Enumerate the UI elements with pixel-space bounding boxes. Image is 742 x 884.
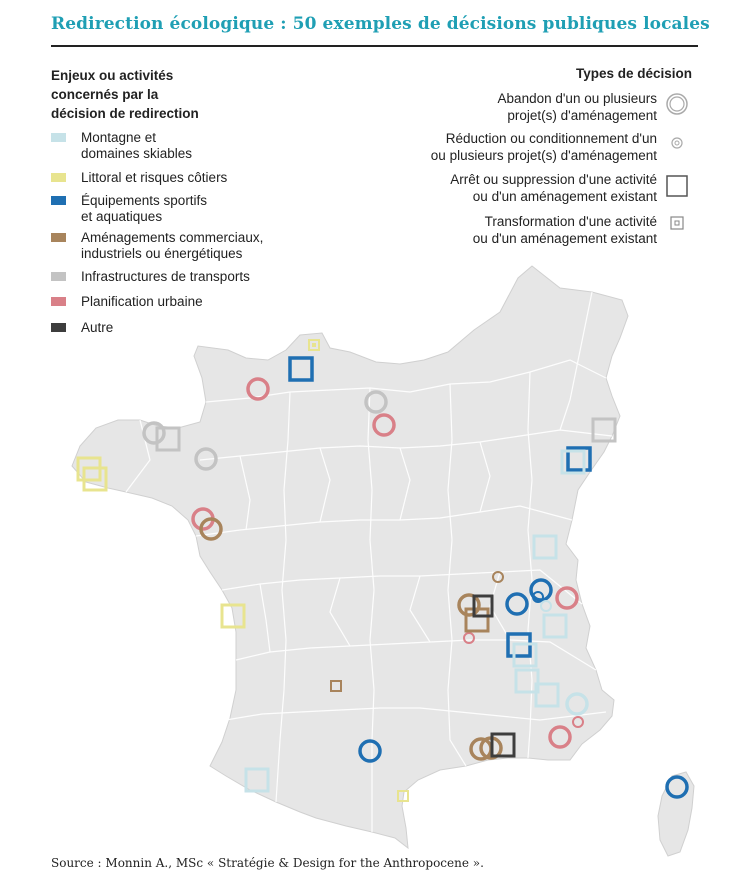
type-label: projet(s) d'aménagement xyxy=(507,108,657,123)
legend-title xyxy=(51,66,271,123)
legend-swatch-transport xyxy=(51,272,66,281)
type-label: ou d'un aménagement existant xyxy=(472,189,657,204)
legend-swatch-sports xyxy=(51,196,66,205)
type-item-transformation xyxy=(473,213,657,247)
type-item-abandon xyxy=(498,90,657,124)
small-square-icon xyxy=(670,216,686,232)
large-square-icon xyxy=(665,174,691,200)
legend-label: et aquatiques xyxy=(81,209,163,224)
small-ring-icon xyxy=(670,136,686,152)
legend-label: Planification urbaine xyxy=(81,294,203,309)
legend-label: Infrastructures de transports xyxy=(81,269,250,284)
legend-title-line: décision de redirection xyxy=(51,106,199,121)
type-label: ou d'un aménagement existant xyxy=(472,231,657,246)
types-title: Types de décision xyxy=(575,66,692,81)
marker-littoral-square-small xyxy=(312,343,316,347)
legend-label: Aménagements commerciaux, xyxy=(81,230,264,245)
legend-swatch-other xyxy=(51,323,66,332)
legend-label: Équipements sportifs xyxy=(81,193,208,208)
legend-label: Littoral et risques côtiers xyxy=(81,170,228,185)
legend-swatch-urban xyxy=(51,297,66,306)
type-label: Transformation d'une activité xyxy=(484,214,657,229)
type-label: ou plusieurs projet(s) d'aménagement xyxy=(430,148,657,163)
corsica-shape xyxy=(658,772,694,856)
type-label: Arrêt ou suppression d'une activité xyxy=(450,172,657,187)
legend-title-line: Enjeux ou activités xyxy=(51,68,174,83)
legend-label: Montagne et xyxy=(81,130,157,145)
type-label: Abandon d'un ou plusieurs xyxy=(497,91,657,106)
legend-title-line: concernés par la xyxy=(51,87,159,102)
legend-swatch-mountain xyxy=(51,133,66,142)
source-note: Source : Monnin A., MSc « Stratégie & Design for the Anthropocene ». xyxy=(51,856,484,870)
type-item-stop xyxy=(450,171,657,205)
type-item-reduction xyxy=(431,130,657,164)
legend-swatch-littoral xyxy=(51,173,66,182)
legend-label: domaines skiables xyxy=(81,146,193,161)
legend-label: industriels ou énergétiques xyxy=(81,246,243,261)
large-ring-icon xyxy=(664,92,692,120)
page-title: Redirection écologique : 50 exemples de décisions publiques locales xyxy=(51,14,710,34)
legend-swatch-commercial xyxy=(51,233,66,242)
legend-label: Autre xyxy=(81,320,114,335)
type-label: Réduction ou conditionnement d'un xyxy=(445,131,657,146)
